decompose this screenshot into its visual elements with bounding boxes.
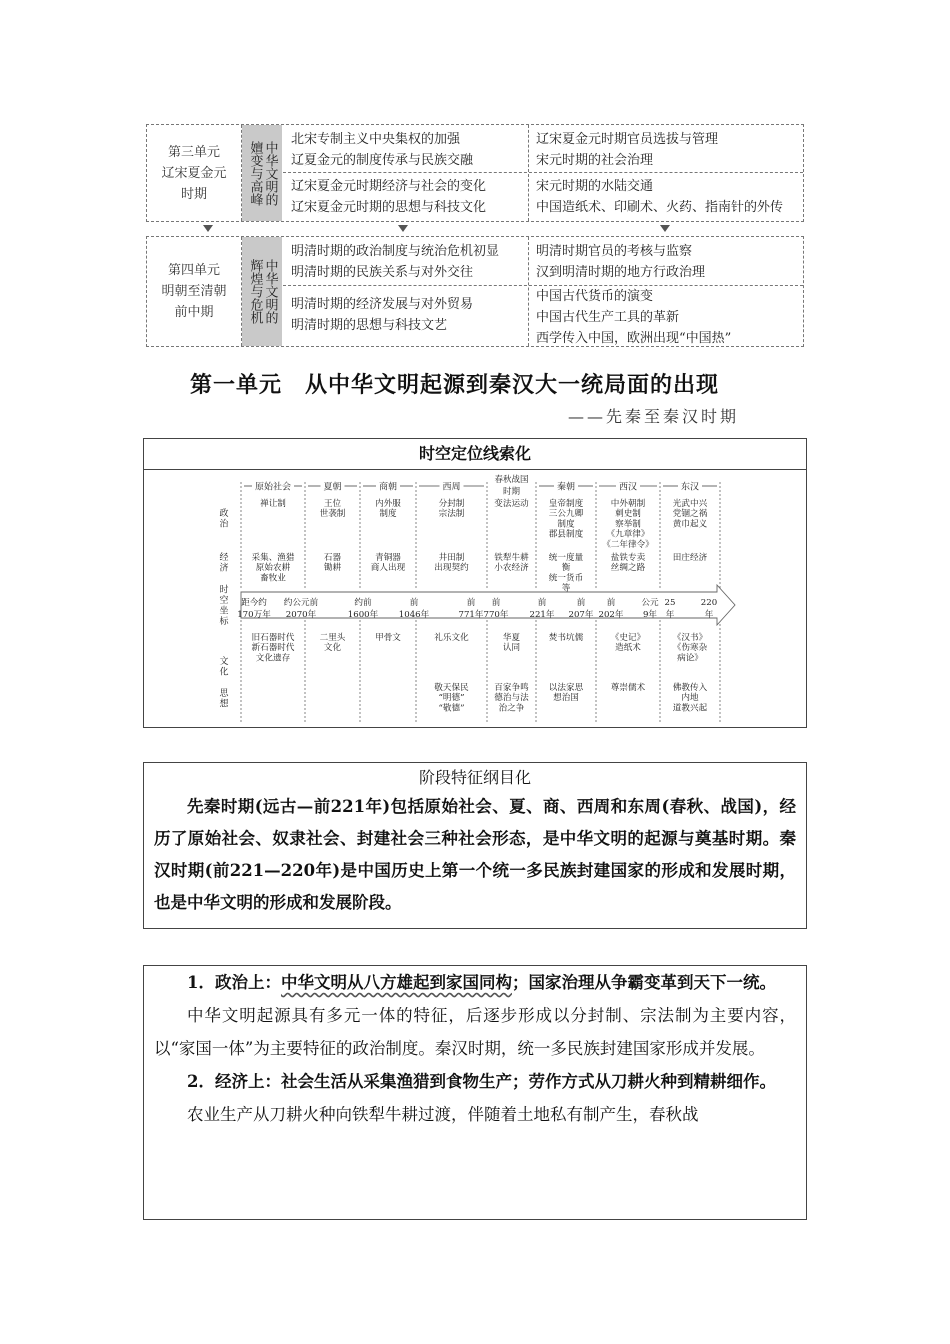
politics-entry: 制度	[379, 509, 397, 520]
economy-entry: 出现契约	[434, 563, 469, 574]
economy-entry: 锄耕	[323, 563, 342, 574]
topic-line: 汉到明清时期的地方行政治理	[536, 265, 706, 280]
thought-entry: “明德”	[438, 693, 465, 704]
unit-label-line: 第四单元	[167, 263, 220, 278]
unit-label-line: 时期	[180, 186, 207, 202]
politics-entry: 变法运动	[494, 499, 529, 509]
stage-features-title: 阶段特征纲目化	[418, 768, 531, 787]
row-label-char: 济	[219, 563, 229, 574]
axis-label: 年	[704, 610, 714, 620]
axis-label: 1046年	[398, 610, 430, 620]
politics-entry: 世袭制	[319, 509, 346, 520]
heading-emphasis: 中华文明从八方雄起到家国同构	[280, 973, 512, 992]
culture-entry: 病论》	[677, 653, 703, 664]
thought-entry: 敬天保民	[434, 683, 469, 693]
thought-entry: 尊崇儒术	[610, 683, 646, 693]
down-arrow-icon	[398, 225, 408, 232]
unit-four-label	[147, 237, 242, 346]
row-label-char: 化	[219, 667, 229, 678]
unit-label-line: 前中期	[174, 305, 214, 320]
topic-cell	[291, 241, 499, 283]
row-label-char: 经	[219, 552, 229, 563]
down-arrow-icon	[203, 225, 213, 232]
analysis-box	[143, 965, 807, 1220]
unit-label-line: 辽宋夏金元	[161, 165, 227, 181]
topic-cell	[291, 129, 473, 171]
unit-four-theme	[242, 237, 282, 346]
politics-entry: 《九章律》	[606, 529, 650, 540]
topic-cell	[536, 286, 731, 349]
topic-cell	[536, 176, 783, 218]
unit-three-label	[147, 125, 242, 221]
topic-line: 辽夏金元的制度传承与民族交融	[291, 153, 474, 168]
row-label-char: 治	[219, 519, 229, 530]
axis-label: 220	[700, 598, 718, 608]
economy-entry: 商人出现	[370, 563, 406, 574]
thought-entry: 以法家思	[548, 683, 584, 693]
politics-entry: 察举制	[615, 519, 641, 530]
section-body-economy: 农业生产从刀耕火种向铁犁牛耕过渡，伴随着土地私有制产生，春秋战	[187, 1105, 699, 1124]
culture-entry: 旧石器时代	[251, 633, 295, 643]
thought-entry: “敬德”	[438, 703, 465, 714]
politics-entry: 黄巾起义	[672, 519, 708, 530]
unit-label-line: 第三单元	[167, 144, 220, 160]
topic-cell	[291, 294, 473, 336]
politics-entry: 禅让制	[260, 499, 286, 509]
period-label: 秦朝	[556, 482, 576, 493]
topic-line: 北宋专制主义中央集权的加强	[291, 132, 461, 147]
axis-label: 221年	[529, 610, 555, 620]
culture-entry: 《伤寒杂	[672, 643, 708, 654]
thought-entry: 道教兴起	[672, 703, 708, 714]
section-body-politics: 中华文明起源具有多元一体的特征，后逐步形成以分封制、宗法制为主要内容，以“家国一体”为主要特征的政治制度。秦汉时期，统一多民族封建国家形成并发展。	[154, 1006, 796, 1058]
period-label: 夏朝	[323, 482, 342, 493]
axis-label: 前	[491, 598, 501, 608]
theme-column: 嬗变与高峰	[247, 140, 263, 206]
axis-label: 前	[409, 598, 419, 608]
thought-entry: 想治国	[553, 693, 579, 704]
topic-line: 明清时期的民族关系与对外交往	[291, 265, 474, 280]
section-heading-politics	[144, 966, 806, 999]
topic-line: 中国古代货币的演变	[536, 289, 654, 304]
period-label: 西汉	[618, 482, 638, 493]
culture-entry: 认同	[502, 643, 521, 654]
unit-four-table	[146, 236, 804, 347]
unit-subtitle: ——先秦至秦汉时期	[568, 407, 740, 426]
axis-label: 约公元前	[283, 598, 319, 608]
down-arrow-icon	[660, 225, 670, 232]
axis-label: 207年	[568, 610, 594, 620]
axis-label: 前	[576, 598, 586, 608]
topic-cell	[291, 176, 486, 218]
period-label: 原始社会	[254, 482, 292, 493]
politics-entry: 王位	[323, 499, 342, 509]
row-label-char: 空	[219, 595, 229, 606]
axis-label: 前	[466, 598, 476, 608]
topic-cell	[536, 129, 718, 171]
topic-line: 明清时期的政治制度与统治危机初显	[291, 244, 500, 259]
timeline-header: 时空定位线索化	[144, 439, 806, 470]
politics-entry: 《二年律令》	[602, 539, 654, 550]
economy-entry: 畜牧业	[260, 573, 286, 584]
topic-line: 西学传入中国，欧洲出现“中国热”	[536, 331, 732, 346]
culture-entry: 新石器时代	[251, 643, 295, 654]
axis-label: 1600年	[347, 610, 379, 620]
axis-label: 9年	[642, 610, 658, 620]
topic-cell	[536, 241, 705, 283]
economy-entry: 青铜器	[375, 553, 401, 563]
culture-entry: 焚书坑儒	[548, 633, 584, 643]
theme-column: 辉煌与危机	[247, 259, 263, 324]
economy-entry: 等	[561, 583, 571, 594]
topic-line: 中国古代生产工具的革新	[536, 310, 680, 325]
culture-entry: 甲骨文	[375, 633, 401, 643]
culture-entry: 造纸术	[615, 643, 641, 654]
thought-entry: 百家争鸣	[494, 683, 529, 693]
politics-entry: 皇帝制度	[548, 499, 584, 509]
axis-label: 前	[606, 598, 616, 608]
row-label-char: 时	[219, 585, 229, 596]
period-label: 西周	[442, 482, 461, 493]
topic-line: 明清时期的经济发展与对外贸易	[291, 297, 474, 312]
axis-label: 2070年	[285, 610, 317, 620]
politics-entry: 宗法制	[438, 509, 465, 520]
row-label-char: 政	[219, 508, 229, 519]
row-label-char: 标	[219, 616, 229, 627]
axis-label: 公元	[641, 598, 659, 608]
topic-line: 中国造纸术、印刷术、火药、指南针的外传	[536, 200, 784, 215]
unit-title: 第一单元 从中华文明起源到秦汉大一统局面的出现	[190, 372, 720, 398]
economy-entry: 田庄经济	[672, 553, 708, 563]
axis-label: 170万年	[237, 610, 271, 620]
culture-entry: 文化遗存	[255, 653, 291, 664]
axis-label: 25	[664, 598, 676, 608]
period-label: 春秋战国	[494, 475, 529, 485]
economy-entry: 铁犁牛耕	[494, 553, 529, 563]
topic-line: 明清时期的思想与科技文艺	[291, 318, 448, 333]
section-heading-economy: 2．经济上：社会生活从采集渔猎到食物生产；劳作方式从刀耕火种到精耕细作。	[187, 1072, 776, 1091]
axis-label: 771年	[458, 610, 484, 620]
stage-features-box	[143, 762, 807, 929]
topic-line: 辽宋夏金元时期的思想与科技文化	[291, 200, 487, 215]
unit-label-line: 明朝至清朝	[161, 284, 227, 299]
thought-entry: 内地	[681, 693, 699, 704]
axis-label: 202年	[598, 610, 624, 620]
timeline-box	[143, 438, 807, 728]
economy-entry: 统一度量	[548, 553, 584, 563]
politics-entry: 中外朝制	[610, 499, 646, 509]
row-label-char: 想	[219, 699, 229, 710]
axis-label: 距今约	[241, 598, 267, 608]
thought-entry: 佛教传入	[672, 683, 708, 693]
heading-rest: ；国家治理从争霸变革到天下一统。	[511, 973, 776, 992]
economy-entry: 衡	[561, 563, 571, 574]
timeline-diagram	[144, 470, 806, 726]
unit-three-theme	[242, 125, 282, 221]
culture-entry: 礼乐文化	[434, 633, 469, 643]
economy-entry: 原始农耕	[255, 563, 291, 574]
politics-entry: 党锢之祸	[672, 509, 708, 520]
axis-label: 年	[665, 610, 675, 620]
axis-label: 770年	[483, 610, 509, 620]
period-label: 东汉	[680, 482, 700, 493]
economy-entry: 井田制	[438, 553, 465, 563]
politics-entry: 三公九卿	[548, 509, 584, 520]
culture-entry: 《史记》	[610, 633, 646, 643]
culture-entry: 文化	[323, 643, 342, 654]
politics-entry: 制度	[557, 519, 575, 530]
economy-entry: 盐铁专卖	[610, 553, 646, 563]
politics-entry: 光武中兴	[672, 499, 708, 509]
thought-entry: 治之争	[498, 703, 525, 714]
culture-entry: 华夏	[502, 633, 521, 643]
topic-line: 明清时期官员的考核与监察	[536, 244, 693, 259]
culture-entry: 《汉书》	[672, 633, 708, 643]
politics-entry: 郡县制度	[548, 529, 584, 540]
economy-entry: 石器	[323, 553, 342, 563]
economy-entry: 统一货币	[548, 573, 584, 584]
theme-column: 中华文明的	[262, 140, 278, 206]
politics-entry: 内外服	[375, 499, 401, 509]
row-label-char: 思	[219, 688, 229, 699]
axis-label: 约前	[354, 598, 372, 608]
heading-prefix: 1．政治上：	[187, 973, 281, 992]
economy-entry: 丝绸之路	[610, 563, 646, 574]
unit-three-table	[146, 124, 804, 222]
period-label: 时期	[502, 487, 521, 497]
theme-column: 中华文明的	[262, 259, 278, 324]
economy-entry: 小农经济	[494, 563, 529, 574]
economy-entry: 采集、渔猎	[251, 553, 295, 563]
topic-line: 宋元时期的水陆交通	[536, 179, 654, 194]
stage-features-paragraph: 先秦时期(远古—前221年)包括原始社会、夏、商、西周和东周(春秋、战国)，经历了原始社会、奴隶社会、封建社会三种社会形态，是中华文明的起源与奠基时期。秦汉时期(前221—220年)是中国历史上第一个统一多民族封建国家的形成和发展时期，也是中华文明的形成和发展阶段。	[154, 797, 796, 912]
topic-line: 宋元时期的社会治理	[536, 153, 654, 168]
politics-entry: 刺史制	[615, 509, 641, 520]
culture-entry: 二里头	[319, 633, 346, 643]
topic-line: 辽宋夏金元时期官员选拔与管理	[536, 132, 719, 147]
row-label-char: 坐	[219, 606, 229, 617]
topic-line: 辽宋夏金元时期经济与社会的变化	[291, 179, 487, 194]
politics-entry: 分封制	[438, 499, 465, 509]
axis-label: 前	[537, 598, 547, 608]
thought-entry: 德治与法	[494, 693, 529, 704]
period-label: 商朝	[378, 482, 398, 493]
row-label-char: 文	[219, 656, 229, 667]
